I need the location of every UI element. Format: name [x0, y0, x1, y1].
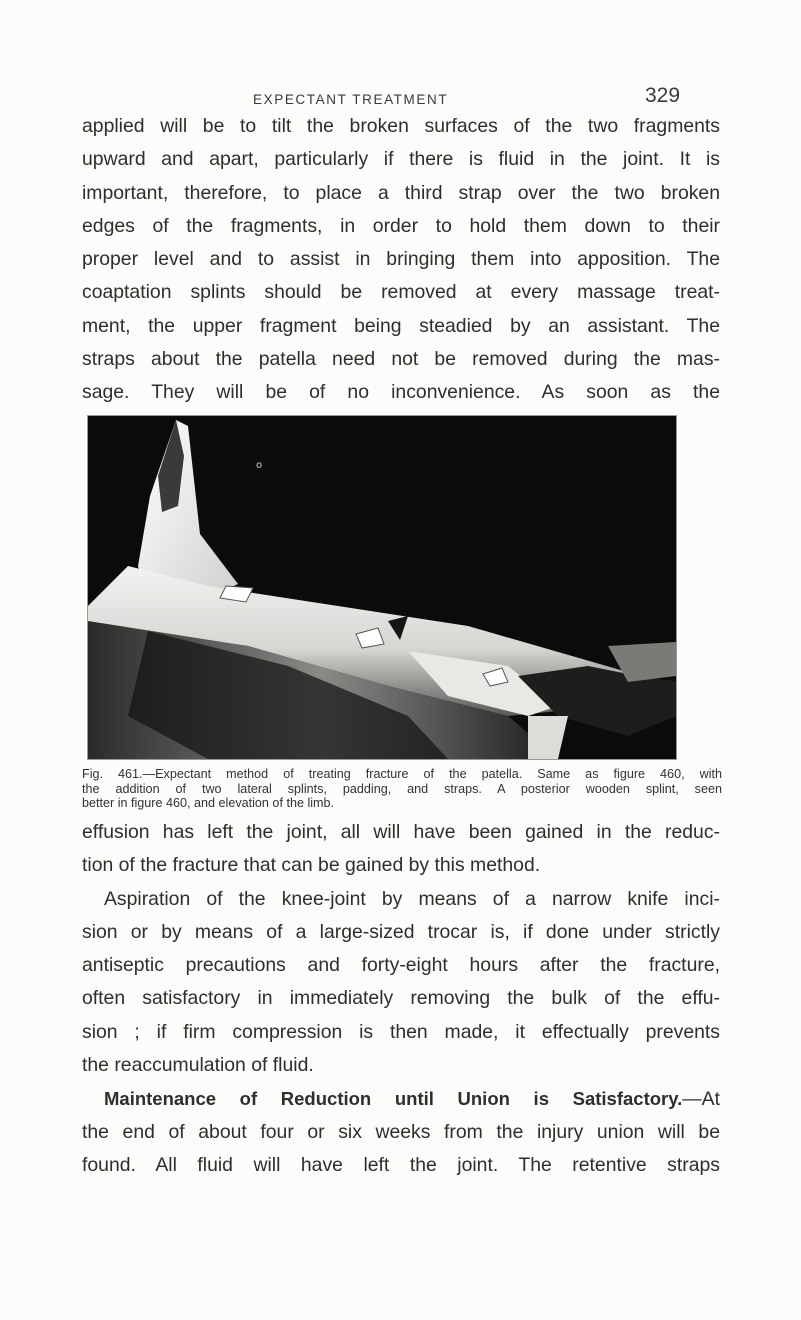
- text-line: the end of about four or six weeks from the injury union will be: [82, 1120, 720, 1143]
- text-line: sion ; if firm compression is then made, it effectually prevents: [82, 1020, 720, 1043]
- text-line: sage. They will be of no inconvenience. As soon as the: [82, 381, 720, 404]
- figure-photograph: [87, 415, 677, 760]
- text-line: effusion has left the joint, all will have been gained in the reduc-: [82, 821, 720, 843]
- section-heading-line: [82, 1082, 720, 1115]
- text-line: tion of the fracture that can be gained by this method.: [82, 854, 541, 877]
- text-line: sion or by means of a large-sized trocar is, if done under strictly: [82, 920, 720, 943]
- text-line: upward and apart, particularly if there is fluid in the joint. It is: [82, 148, 720, 171]
- paragraph-top: [82, 110, 720, 410]
- page-number: 329: [645, 84, 681, 107]
- text-line: edges of the fragments, in order to hold them down to their: [82, 214, 720, 237]
- running-head: EXPECTANT TREATMENT: [253, 92, 449, 107]
- text-line: Aspiration of the knee-joint by means of a narrow knife inci-: [104, 887, 720, 910]
- body-text-continued: [82, 816, 720, 1182]
- text-line: applied will be to tilt the broken surfaces of the two fragments: [82, 115, 720, 137]
- text-line: straps about the patella need not be removed during the mas-: [82, 348, 720, 371]
- caption-line: better in figure 460, and elevation of the limb.: [82, 796, 335, 811]
- caption-line: Fig. 461.—Expectant method of treating fracture of the patella. Same as figure 460, with: [82, 767, 722, 781]
- photo-label: o: [256, 460, 263, 471]
- text-line: the reaccumulation of fluid.: [82, 1054, 314, 1077]
- text-line: often satisfactory in immediately removing the bulk of the effu-: [82, 987, 720, 1010]
- run-in-heading: Maintenance of Reduction until Union is Satisfactory.: [104, 1088, 683, 1110]
- heading-continuation: —At: [682, 1088, 720, 1111]
- text-line: proper level and to assist in bringing them into apposition. The: [82, 248, 720, 271]
- text-line: found. All fluid will have left the joint. The retentive straps: [82, 1153, 720, 1176]
- text-line: coaptation splints should be removed at every massage treat-: [82, 281, 720, 304]
- figure-caption: [82, 767, 722, 811]
- text-line: ment, the upper fragment being steadied by an assistant. The: [82, 314, 720, 337]
- leg-splint-photo: [88, 416, 676, 759]
- text-line: important, therefore, to place a third strap over the two broken: [82, 181, 720, 204]
- text-line: antiseptic precautions and forty-eight hours after the fracture,: [82, 954, 720, 977]
- caption-line: the addition of two lateral splints, padding, and straps. A posterior wooden splint, seen: [82, 781, 722, 796]
